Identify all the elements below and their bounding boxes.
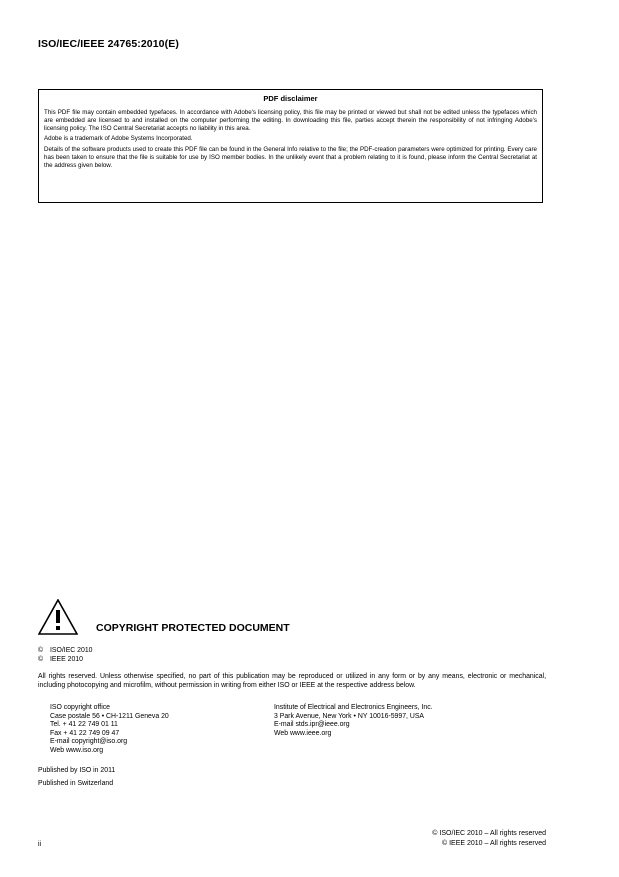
disclaimer-title: PDF disclaimer	[263, 94, 318, 103]
web-link[interactable]: Web www.ieee.org	[274, 729, 332, 737]
copyright-holder-line: © ISO/IEC 2010	[38, 647, 93, 654]
email-link[interactable]: E-mail copyright@iso.org	[50, 738, 128, 746]
pdf-disclaimer-box	[38, 89, 543, 203]
disclaimer-paragraph: Details of the software products used to create this PDF file can be found in the General Info relative to the file; the PDF-creation parameters were optimized for printing. Every care has been taken to ensure that the file is suitable for use by ISO member bodies. In the unlikely event that a problem relating to it is found, please inform the Central Secretariat at the address given below.	[44, 146, 537, 169]
copyright-holder-line: © IEEE 2010	[38, 655, 83, 663]
footer-copyright	[432, 829, 546, 848]
copyright-holders	[38, 647, 93, 664]
iso-address-block	[50, 704, 169, 756]
document-id-header: ISO/IEC/IEEE 24765:2010(E)	[38, 38, 179, 50]
footer-line: © IEEE 2010 – All rights reserved	[442, 839, 546, 847]
page-number: ii	[38, 841, 42, 848]
address-line: Tel. + 41 22 749 01 11	[50, 721, 118, 729]
copyright-symbol: ©	[38, 655, 44, 663]
address-line: 3 Park Avenue, New York • NY 10016-5997, USA	[274, 712, 425, 720]
published-by: Published by ISO in 2011	[38, 767, 116, 774]
disclaimer-paragraph: This PDF file may contain embedded typefaces. In accordance with Adobe's licensing policy, this file may be printed or viewed but shall not be edited unless the typefaces which are embedded are licensed to and installed on the computer performing the editing. In downloading this file, parties accept therein the responsibility of not infringing Adobe's licensing policy. The ISO Central Secretariat accepts no liability in this area.	[44, 109, 537, 132]
copyright-symbol: ©	[38, 647, 44, 654]
address-line: Case postale 56 • CH-1211 Geneva 20	[50, 712, 169, 720]
footer-line: © ISO/IEC 2010 – All rights reserved	[432, 830, 546, 837]
disclaimer-paragraph: Adobe is a trademark of Adobe Systems Incorporated.	[44, 135, 193, 143]
email-link[interactable]: E-mail stds.ipr@ieee.org	[274, 721, 350, 729]
address-line: Fax + 41 22 749 09 47	[50, 729, 120, 737]
rights-statement: All rights reserved. Unless otherwise specified, no part of this publication may be reproduced or utilized in any form or by any means, electronic or mechanical, including photocopying and microfilm, without permission in writing from either ISO or IEEE at the respective address below.	[38, 673, 546, 689]
ieee-address-block	[274, 704, 433, 738]
published-in: Published in Switzerland	[38, 780, 114, 787]
address-line: ISO copyright office	[50, 704, 111, 711]
web-link[interactable]: Web www.iso.org	[50, 746, 104, 754]
warning-icon	[38, 599, 78, 635]
address-line: Institute of Electrical and Electronics Engineers, Inc.	[274, 704, 433, 711]
copyright-heading: COPYRIGHT PROTECTED DOCUMENT	[96, 622, 290, 634]
